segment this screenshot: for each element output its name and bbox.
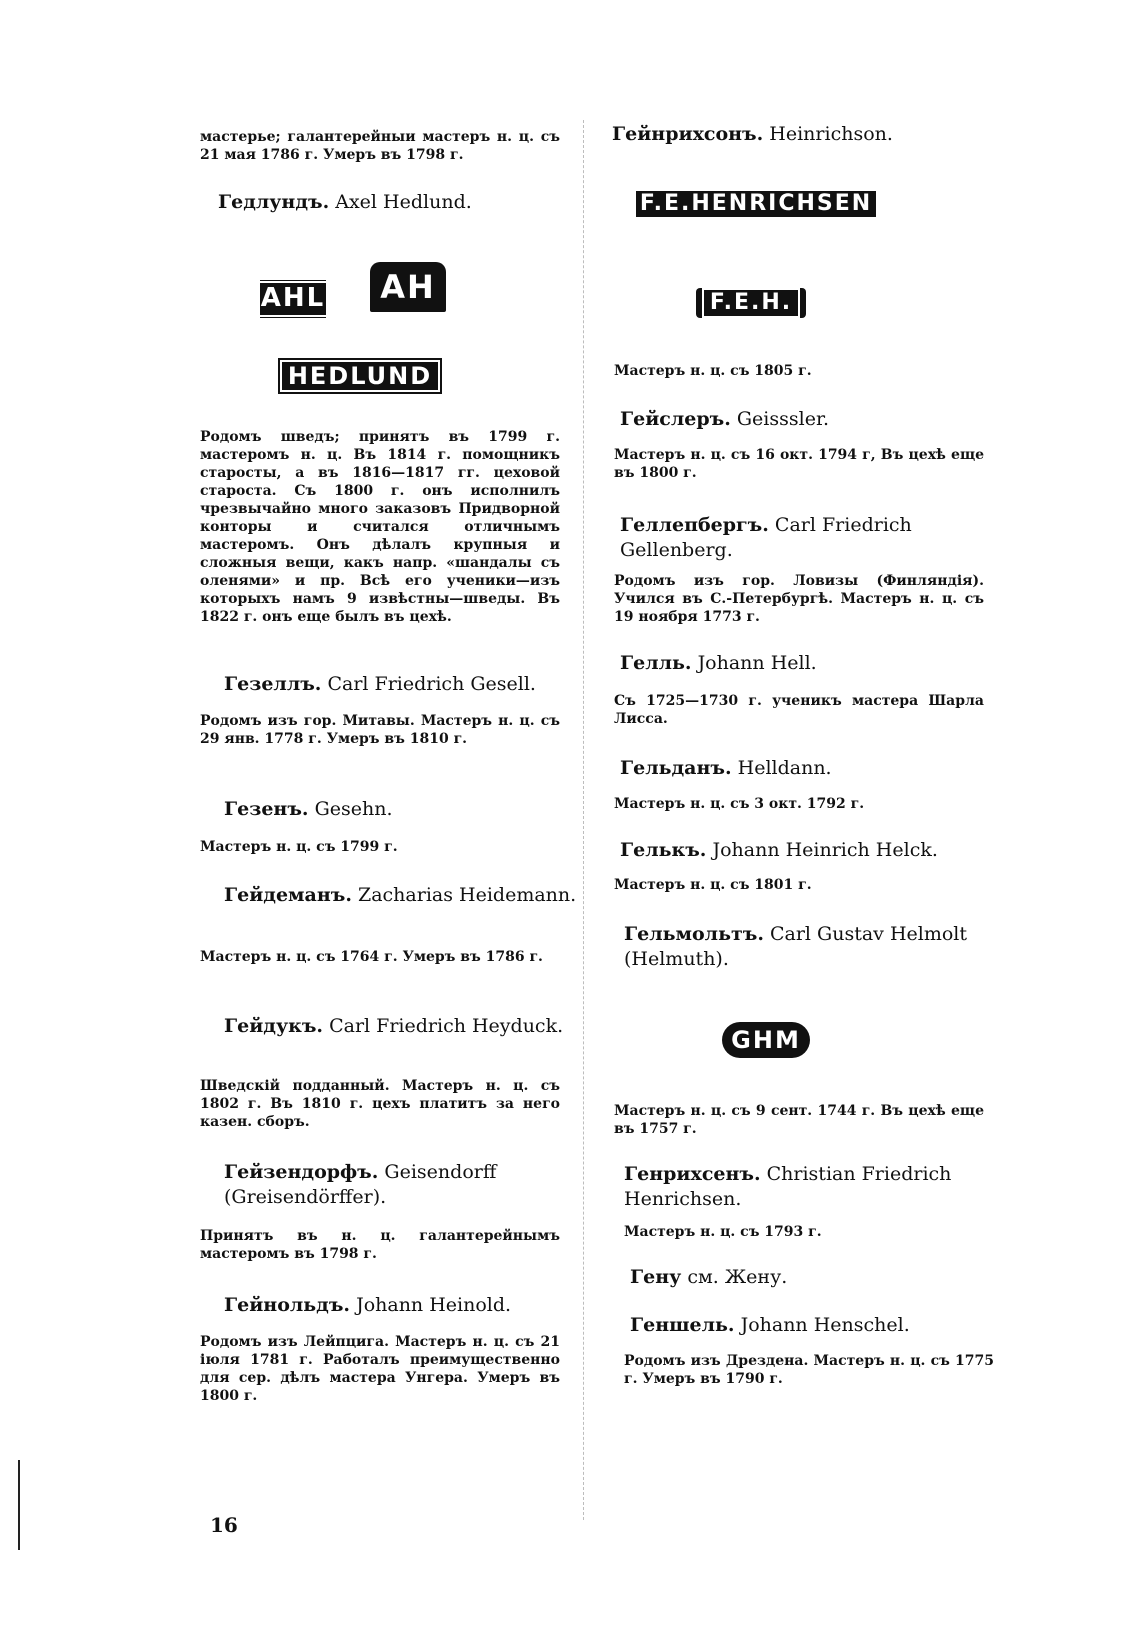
entry-name: Геншель. xyxy=(630,1314,735,1336)
entry-name: Генрихсенъ. xyxy=(624,1163,761,1185)
entry-latin: см. Жену. xyxy=(687,1266,788,1288)
entry-text: Мастеръ н. ц. съ 3 окт. 1792 г. xyxy=(614,796,865,812)
continuation-text: мастерье; галантерейныи мастеръ н. ц. съ 21 мая 1786 г. Умеръ въ 1798 г. xyxy=(200,129,560,163)
scan-edge-mark xyxy=(18,1460,20,1550)
page-number: 16 xyxy=(210,1513,238,1537)
hallmark-hedlund-text: HEDLUND xyxy=(280,360,440,393)
entry-latin: Zacharias Heidemann. xyxy=(358,884,577,906)
entry-text: Съ 1725—1730 г. ученикъ мастера Шарла Лисса. xyxy=(614,693,984,727)
entry-text: Шведскiй подданный. Мастеръ н. ц. съ 1802 г. Въ 1810 г. цехъ платитъ за него казен. сборъ. xyxy=(200,1078,560,1130)
entry-text: Родомъ изъ Лейпцига. Мастеръ н. ц. съ 21 iюля 1781 г. Работалъ преимущественно для сер. дѣлъ мастера Унгера. Умеръ въ 1800 г. xyxy=(200,1334,560,1404)
entry-heading xyxy=(630,1313,1000,1338)
entry-latin: Carl Friedrich Heyduck. xyxy=(329,1015,564,1037)
hallmark-feh xyxy=(696,288,806,318)
entry-latin: Christian Friedrich Henrichsen. xyxy=(624,1163,952,1210)
hallmark-hedlund xyxy=(278,358,442,394)
entry-text: Мастеръ н. ц. съ 1801 г. xyxy=(614,877,812,893)
entry-heading xyxy=(624,1162,994,1212)
entry-latin: Johann Heinrich Helck. xyxy=(712,839,938,861)
entry-heading xyxy=(620,838,990,863)
entry-name: Гелькъ. xyxy=(620,839,707,861)
entry-heading xyxy=(224,1160,584,1210)
hallmark-feh-text: F.E.H. xyxy=(702,288,800,318)
entry-name: Гейнрихсонъ. xyxy=(612,123,764,145)
entry-text: Мастеръ н. ц. съ 1805 г. xyxy=(614,363,812,379)
entry-latin: Gesehn. xyxy=(314,798,393,820)
entry-heading xyxy=(620,407,990,432)
entry-heading xyxy=(630,1265,1000,1290)
entry-text: Мастеръ н. ц. съ 16 окт. 1794 г, Въ цехѣ еще въ 1800 г. xyxy=(614,447,984,481)
entry-name: Гейзендорфъ. xyxy=(224,1161,379,1183)
entry-name: Гедлундъ. xyxy=(218,191,330,213)
hallmark-fe-henrichsen xyxy=(636,189,876,219)
entry-heading xyxy=(620,513,990,563)
entry-name: Гезенъ. xyxy=(224,798,309,820)
entry-heading xyxy=(620,651,990,676)
entry-heading xyxy=(224,797,584,822)
entry-text: Мастеръ н. ц. съ 1764 г. Умеръ въ 1786 г. xyxy=(200,949,543,965)
entry-name: Гейнольдъ. xyxy=(224,1294,351,1316)
entry-text: Мастеръ н. ц. съ 1799 г. xyxy=(200,839,398,855)
entry-latin: Johann Henschel. xyxy=(740,1314,910,1336)
hallmark-ah-text: AH xyxy=(380,268,436,306)
entry-heading xyxy=(224,672,584,697)
entry-text: Принятъ въ н. ц. галантерейнымъ мастеромъ въ 1798 г. xyxy=(200,1228,560,1262)
entry-heading xyxy=(620,756,990,781)
hallmark-ahl-text: AHL xyxy=(253,281,333,316)
entry-latin: Axel Hedlund. xyxy=(335,191,472,213)
entry-latin: Carl Friedrich Gellenberg. xyxy=(620,514,912,561)
entry-text: Родомъ изъ гор. Митавы. Мастеръ н. ц. съ 29 янв. 1778 г. Умеръ въ 1810 г. xyxy=(200,713,560,747)
hallmark-ahl xyxy=(260,280,326,318)
entry-name: Гелль. xyxy=(620,652,692,674)
entry-heading xyxy=(224,1293,584,1318)
entry-latin: Carl Friedrich Gesell. xyxy=(327,673,536,695)
entry-heading xyxy=(624,922,994,972)
entry-name: Гейдеманъ. xyxy=(224,884,352,906)
entry-heading xyxy=(218,190,578,215)
hallmark-fe-henrichsen-text: F.E.HENRICHSEN xyxy=(632,189,880,219)
entry-text: Мастеръ н. ц. съ 1793 г. xyxy=(624,1224,822,1240)
entry-heading xyxy=(224,883,584,908)
entry-heading xyxy=(224,1014,584,1039)
entry-text: Родомъ изъ гор. Ловизы (Финляндiя). Учился въ С.-Петербургѣ. Мастеръ н. ц. съ 19 ноября 1773 г. xyxy=(614,573,984,625)
entry-latin: Helldann. xyxy=(737,757,832,779)
entry-text: Мастеръ н. ц. съ 9 сент. 1744 г. Въ цехѣ еще въ 1757 г. xyxy=(614,1103,984,1137)
entry-latin: Johann Hell. xyxy=(697,652,817,674)
entry-latin: Johann Heinold. xyxy=(356,1294,512,1316)
entry-name: Гейслеръ. xyxy=(620,408,731,430)
entry-name: Гельданъ. xyxy=(620,757,732,779)
entry-name: Гельмольтъ. xyxy=(624,923,764,945)
entry-latin: Carl Gustav Helmolt (Helmuth). xyxy=(624,923,968,970)
entry-latin: Geisssler. xyxy=(736,408,829,430)
hallmark-ghm-text: GHM xyxy=(731,1026,801,1054)
entry-text: Родомъ шведъ; принятъ въ 1799 г. мастеромъ н. ц. Въ 1814 г. помощникъ старосты, а въ 1816—1817 гг. цеховой староста. Съ 1800 г. онъ исполнилъ чрезвычайно много заказовъ Придворной конторы и считался отличнымъ мастеромъ. Онъ дѣлалъ крупныя и сложныя вещи, какъ напр. «шандалы съ оленями» и пр. Всѣ его ученики—изъ которыхъ намъ 9 извѣстны—шведы. Въ 1822 г. онъ еще былъ въ цехѣ. xyxy=(200,429,560,625)
entry-name: Гену xyxy=(630,1266,682,1288)
entry-latin: Heinrichson. xyxy=(769,123,893,145)
entry-name: Гейдукъ. xyxy=(224,1015,324,1037)
entry-name: Гезеллъ. xyxy=(224,673,322,695)
entry-text: Родомъ изъ Дрездена. Мастеръ н. ц. съ 1775 г. Умеръ въ 1790 г. xyxy=(624,1353,994,1387)
entry-latin: Geisendorff (Greisendörffer). xyxy=(224,1161,497,1208)
hallmark-ghm xyxy=(722,1022,810,1058)
hallmark-ah xyxy=(370,262,446,312)
entry-heading xyxy=(612,122,982,147)
entry-name: Геллепбергъ. xyxy=(620,514,769,536)
